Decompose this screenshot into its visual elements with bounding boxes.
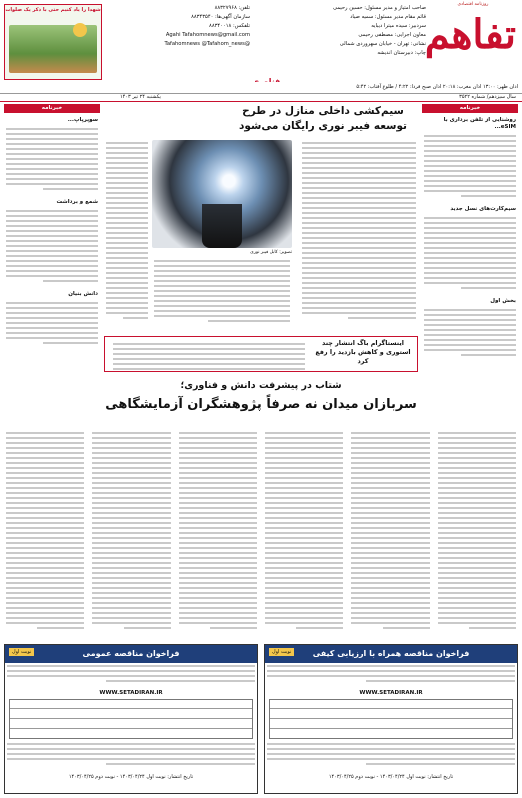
- tender-footer: تاریخ انتشار: نوبت اول ۱۴۰۳/۰۴/۲۴ - نوبت دوم ۱۴۰۳/۰۴/۲۵: [68, 774, 194, 780]
- column-headline: دانش بنیان: [68, 291, 98, 297]
- pull-quote[interactable]: اینستاگرام باگ انتشار چند استوری و کاهش بازدید را رفع کرد: [315, 339, 411, 365]
- article-text: [300, 140, 418, 330]
- article-text: [90, 430, 172, 640]
- photo-caption: تصویر: کابل فیبر نوری: [250, 250, 292, 255]
- cable-shape: [202, 204, 242, 248]
- quote-body-text: [111, 341, 307, 375]
- column-headline: سیم‌کارت‌های نسل جدید: [450, 206, 516, 212]
- body-text: [4, 300, 100, 349]
- staff-line: صاحب امتیاز و مدیر مسئول: حسین رحیمی: [332, 5, 426, 11]
- tender-ad[interactable]: [264, 644, 518, 794]
- tender-badge: نوبت اول: [9, 648, 34, 656]
- issue-bar: [0, 92, 522, 102]
- contact-line: تلفکس: ۸۸۳۴۰۰۱۸: [209, 23, 250, 29]
- pull-quote-box: [104, 336, 418, 372]
- column-headline: شمع و برداشت: [56, 199, 98, 205]
- article-text: [436, 430, 518, 640]
- staff-line: چاپ: دبیرستان اندیشه: [377, 50, 426, 56]
- banner-kicker: شتاب در پیشرفت دانش و فناوری؛: [180, 380, 342, 391]
- main-article: [104, 104, 418, 334]
- tender-footer: تاریخ انتشار: نوبت اول ۱۴۰۳/۰۴/۲۴ - نوبت دوم ۱۴۰۳/۰۴/۲۵: [328, 774, 454, 780]
- article-text: [4, 430, 86, 640]
- column-headline: روشنایی از تلفن برداری با eSIM...: [443, 117, 516, 130]
- tender-table: [269, 699, 513, 739]
- staff-line: نشانی: تهران - خیابان سهروردی شمالی: [339, 41, 426, 47]
- body-text: [4, 126, 100, 195]
- column-header: خبرنامه: [422, 104, 518, 113]
- body-text: [4, 208, 100, 287]
- fiber-optic-image: [152, 140, 292, 248]
- contact-line: سازمان آگهی‌ها: ۸۸۳۴۳۵۴۰: [191, 14, 250, 20]
- tender-url[interactable]: WWW.SETADIRAN.IR: [99, 690, 163, 696]
- issue-date: یکشنبه ۲۴ تیر ۱۴۰۳: [120, 94, 161, 100]
- banner-headline: [4, 378, 518, 424]
- ad-box: [4, 4, 102, 80]
- article-text: [349, 430, 431, 640]
- article-headline[interactable]: سیم‌کشی داخلی منازل در طرح توسعه فیبر نوری رایگان می‌شود: [239, 105, 407, 132]
- contact-line: تلفن: ۸۸۳۲۷۹۶۸: [214, 5, 250, 11]
- tender-text: [265, 663, 517, 687]
- body-text: [422, 133, 518, 202]
- tender-table: [9, 699, 253, 739]
- article-text: [104, 140, 150, 330]
- staff-box: [256, 4, 426, 58]
- body-text: [422, 307, 518, 361]
- staff-line: قائم مقام مدیر مسئول: سمیه صیاد: [350, 14, 426, 20]
- article-text: [263, 430, 345, 640]
- issue-number: سال سیزدهم/ شماره ۳۵۲۲: [459, 94, 516, 100]
- staff-line: معاون اجرایی: مصطفی رحیمی: [358, 32, 426, 38]
- contact-email[interactable]: Agahi Tafahomnews@gmail.com: [165, 32, 250, 38]
- tender-text: [5, 663, 257, 687]
- tender-text: [265, 741, 517, 770]
- tender-title: فراخوان مناقصه عمومی: [5, 645, 257, 663]
- article-text: [177, 430, 259, 640]
- tagline: روزنامه اقتصادی: [457, 2, 489, 7]
- prayer-times: اذان ظهر: ۱۳:۰۰ اذان مغرب: ۲۰:۱۸ اذان صبح فردا: ۴:۲۲ / طلوع آفتاب: ۵:۴۲: [4, 82, 518, 92]
- tender-ad[interactable]: [4, 644, 258, 794]
- column-header: خبرنامه: [4, 104, 100, 113]
- tender-title: فراخوان مناقصه همراه با ارزیابی کیفی: [265, 645, 517, 663]
- article-text: [152, 258, 292, 328]
- contact-social[interactable]: @Tafahomnews @Tafahom_news: [164, 41, 250, 47]
- ad-text: شهدا را یاد کنیم حتی با ذکر یک صلوات: [5, 7, 101, 13]
- staff-line: سردبیر: سیده میترا دیبایه: [371, 23, 426, 29]
- lower-article: [4, 430, 518, 640]
- newspaper-logo: تفاهم: [424, 11, 516, 58]
- banner-title[interactable]: سربازان میدان نه صرفاً پژوهشگران آزمایشگاهی: [105, 397, 417, 412]
- logo-block: [424, 2, 516, 62]
- tender-badge: نوبت اول: [269, 648, 294, 656]
- column-headline: سوپرپاپ...: [67, 117, 98, 123]
- tender-text: [5, 741, 257, 770]
- tender-url[interactable]: WWW.SETADIRAN.IR: [359, 690, 423, 696]
- tender-ads: [4, 644, 518, 794]
- sun-icon: [73, 23, 87, 37]
- column-headline: بخش اول: [490, 298, 516, 304]
- contacts-box: [120, 4, 250, 49]
- body-text: [422, 215, 518, 294]
